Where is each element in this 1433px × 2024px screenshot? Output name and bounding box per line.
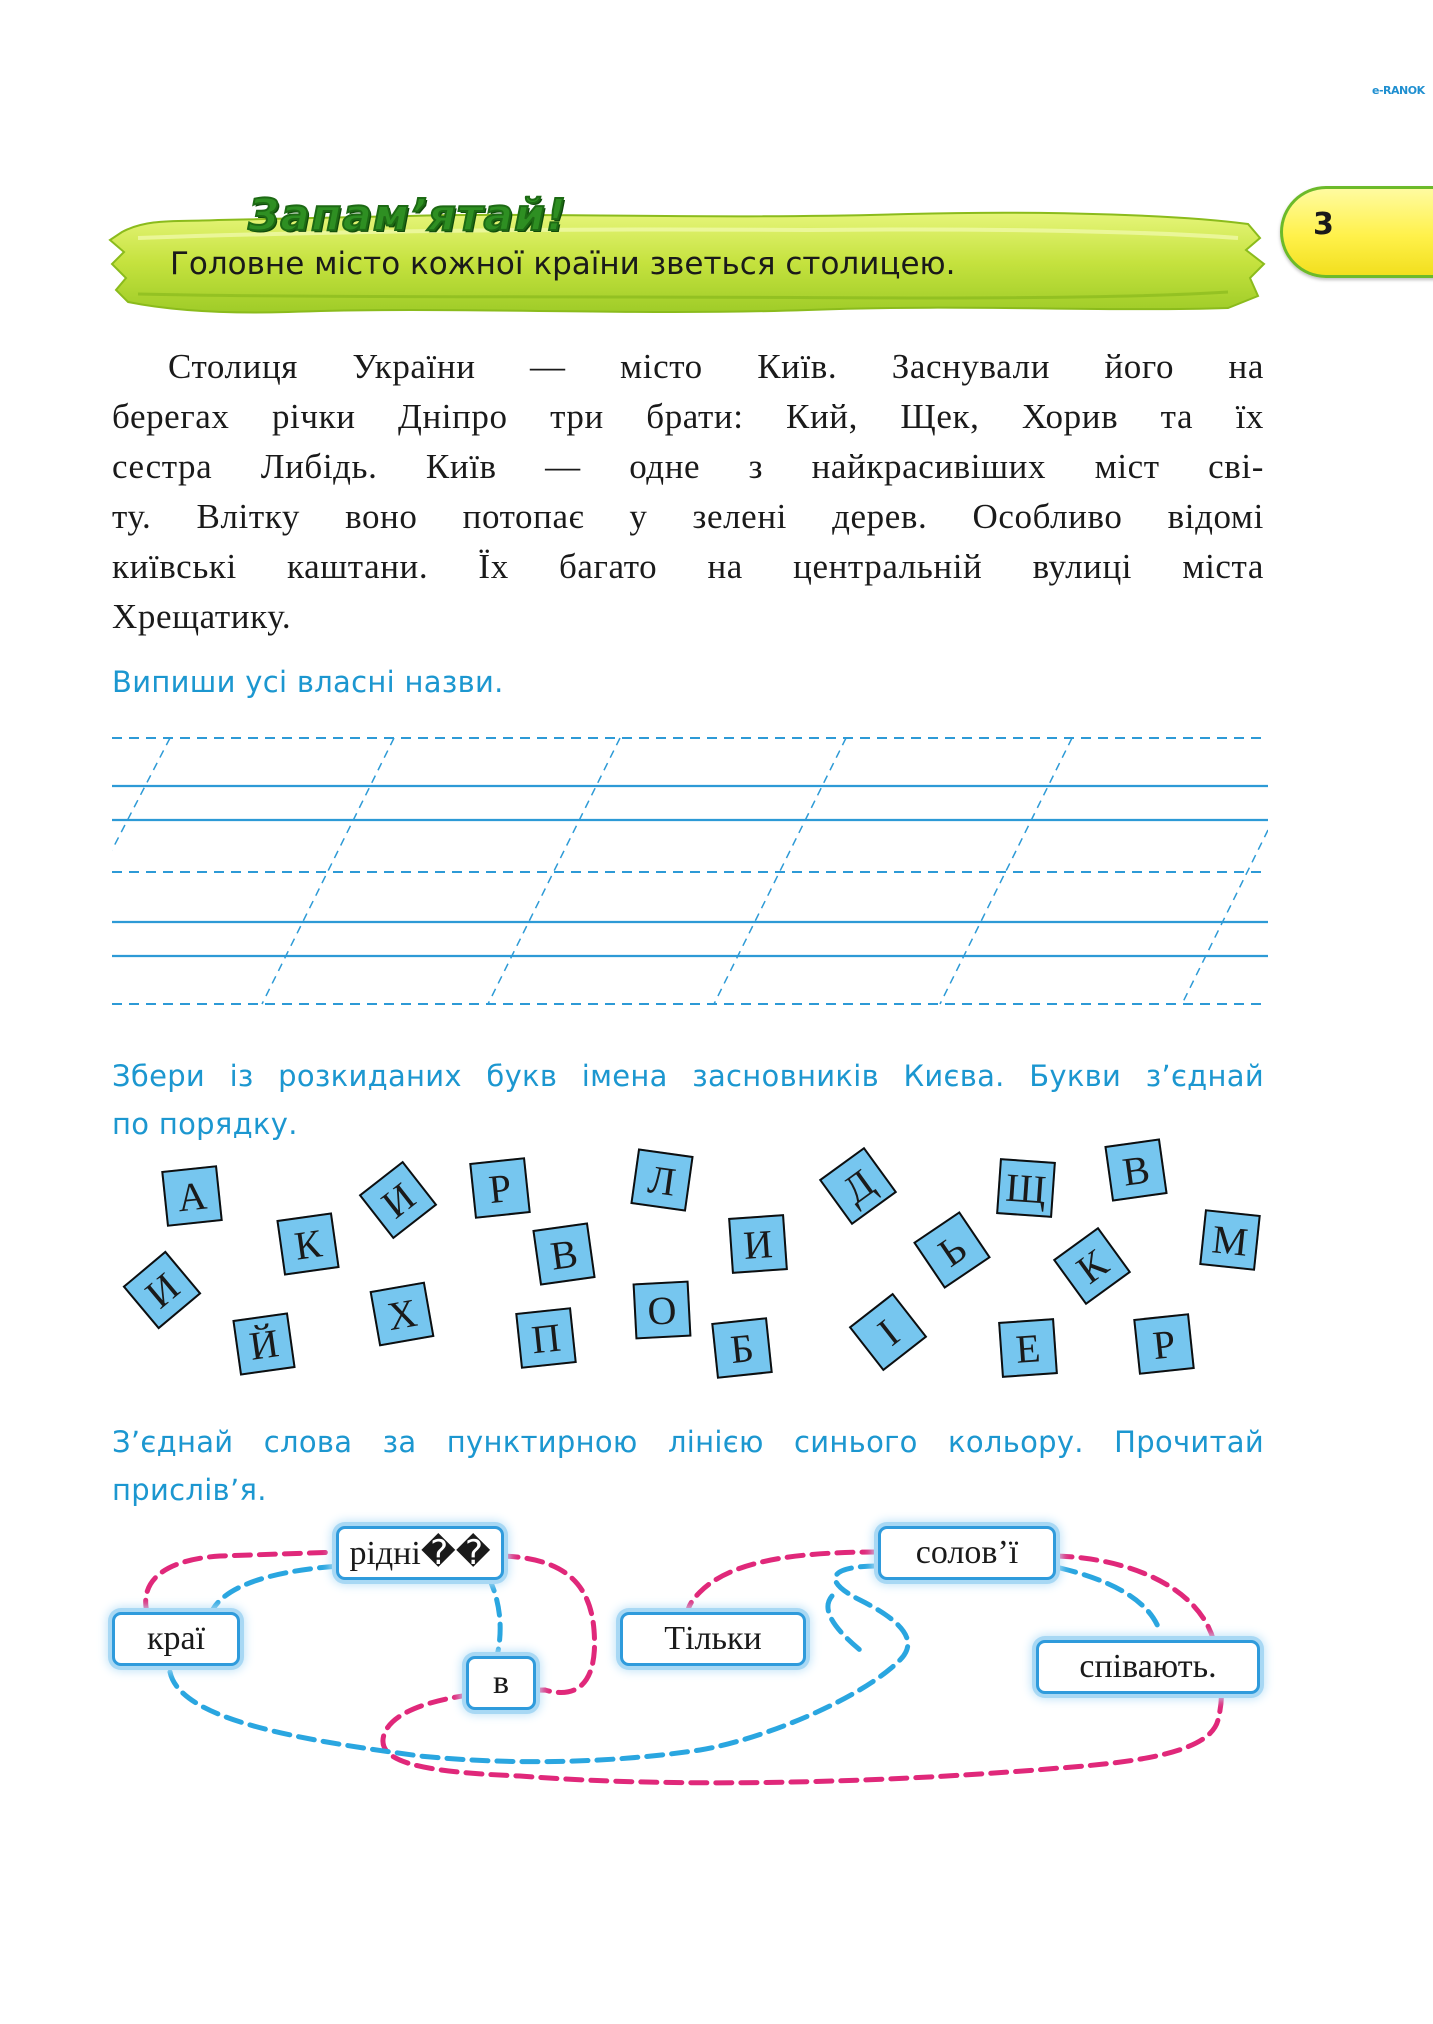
word-box[interactable]: співають.: [1036, 1640, 1260, 1694]
task-connect-words-line2: прислів’я.: [112, 1473, 267, 1507]
page-number-tab: [1280, 186, 1433, 278]
letter-tile[interactable]: К: [276, 1212, 339, 1275]
letter-tile[interactable]: І: [849, 1293, 928, 1372]
letter-tile[interactable]: Д: [819, 1147, 897, 1225]
story-line: сестра Либідь. Київ — одне з найкрасивіших міст сві-: [112, 447, 1264, 486]
story-text: [112, 342, 1264, 642]
word-box[interactable]: солов’ї: [878, 1526, 1056, 1580]
publisher-logo: e-RANOK: [1372, 84, 1425, 97]
story-line: київські каштани. Їх багато на центральній вулиці міста: [112, 547, 1264, 586]
story-line: берегах річки Дніпро три брати: Кий, Щек, Хорив та їх: [112, 397, 1264, 436]
letter-tile[interactable]: К: [1053, 1227, 1131, 1305]
letter-tile[interactable]: Р: [469, 1157, 531, 1219]
letter-tile[interactable]: Р: [1133, 1313, 1195, 1375]
story-line: Хрещатику.: [112, 597, 292, 636]
letter-tile[interactable]: Е: [998, 1318, 1058, 1378]
page-number: 3: [1313, 207, 1334, 242]
letter-tile[interactable]: И: [123, 1251, 202, 1330]
word-box[interactable]: краї: [112, 1612, 240, 1666]
letter-tile[interactable]: А: [161, 1165, 223, 1227]
story-line: ту. Влітку воно потопає у зелені дерев. Особливо відомі: [112, 497, 1264, 536]
task-collect-letters-line1: Збери із розкиданих букв імена засновників Києва. Букви з’єднай: [112, 1059, 1264, 1093]
letter-tile[interactable]: Й: [232, 1312, 295, 1375]
slant-line: [1182, 830, 1268, 1004]
writing-area[interactable]: [112, 730, 1268, 1010]
letter-tile[interactable]: Ь: [913, 1211, 991, 1289]
letter-tile[interactable]: М: [1199, 1209, 1261, 1271]
remember-title: Запам’ятай!: [248, 190, 568, 241]
word-box[interactable]: в: [466, 1656, 536, 1710]
letter-tile[interactable]: И: [728, 1214, 788, 1274]
task-connect-words-line1: З’єднай слова за пунктирною лінією синього кольору. Прочитай: [112, 1425, 1264, 1459]
task-collect-letters: [112, 1052, 1264, 1148]
letter-tile[interactable]: В: [1104, 1138, 1167, 1201]
letter-tile[interactable]: П: [515, 1307, 577, 1369]
slant-line: [112, 738, 170, 850]
letter-tile[interactable]: Б: [711, 1317, 773, 1379]
task-write-names: Випиши усі власні назви.: [112, 665, 504, 699]
letter-tile[interactable]: Л: [630, 1148, 693, 1211]
remember-text: Головне місто кожної країни зветься столицею.: [170, 246, 956, 282]
task-collect-letters-line2: по порядку.: [112, 1107, 298, 1141]
story-line: Столиця України — місто Київ. Заснували його на: [168, 347, 1264, 386]
word-box[interactable]: Тільки: [620, 1612, 806, 1666]
letter-tile[interactable]: Х: [370, 1282, 435, 1347]
letter-tile[interactable]: Щ: [996, 1158, 1056, 1218]
letter-tile[interactable]: И: [359, 1161, 438, 1240]
letter-tile[interactable]: О: [633, 1281, 692, 1340]
letter-tile[interactable]: В: [532, 1222, 595, 1285]
word-box[interactable]: рідні��: [336, 1526, 504, 1580]
